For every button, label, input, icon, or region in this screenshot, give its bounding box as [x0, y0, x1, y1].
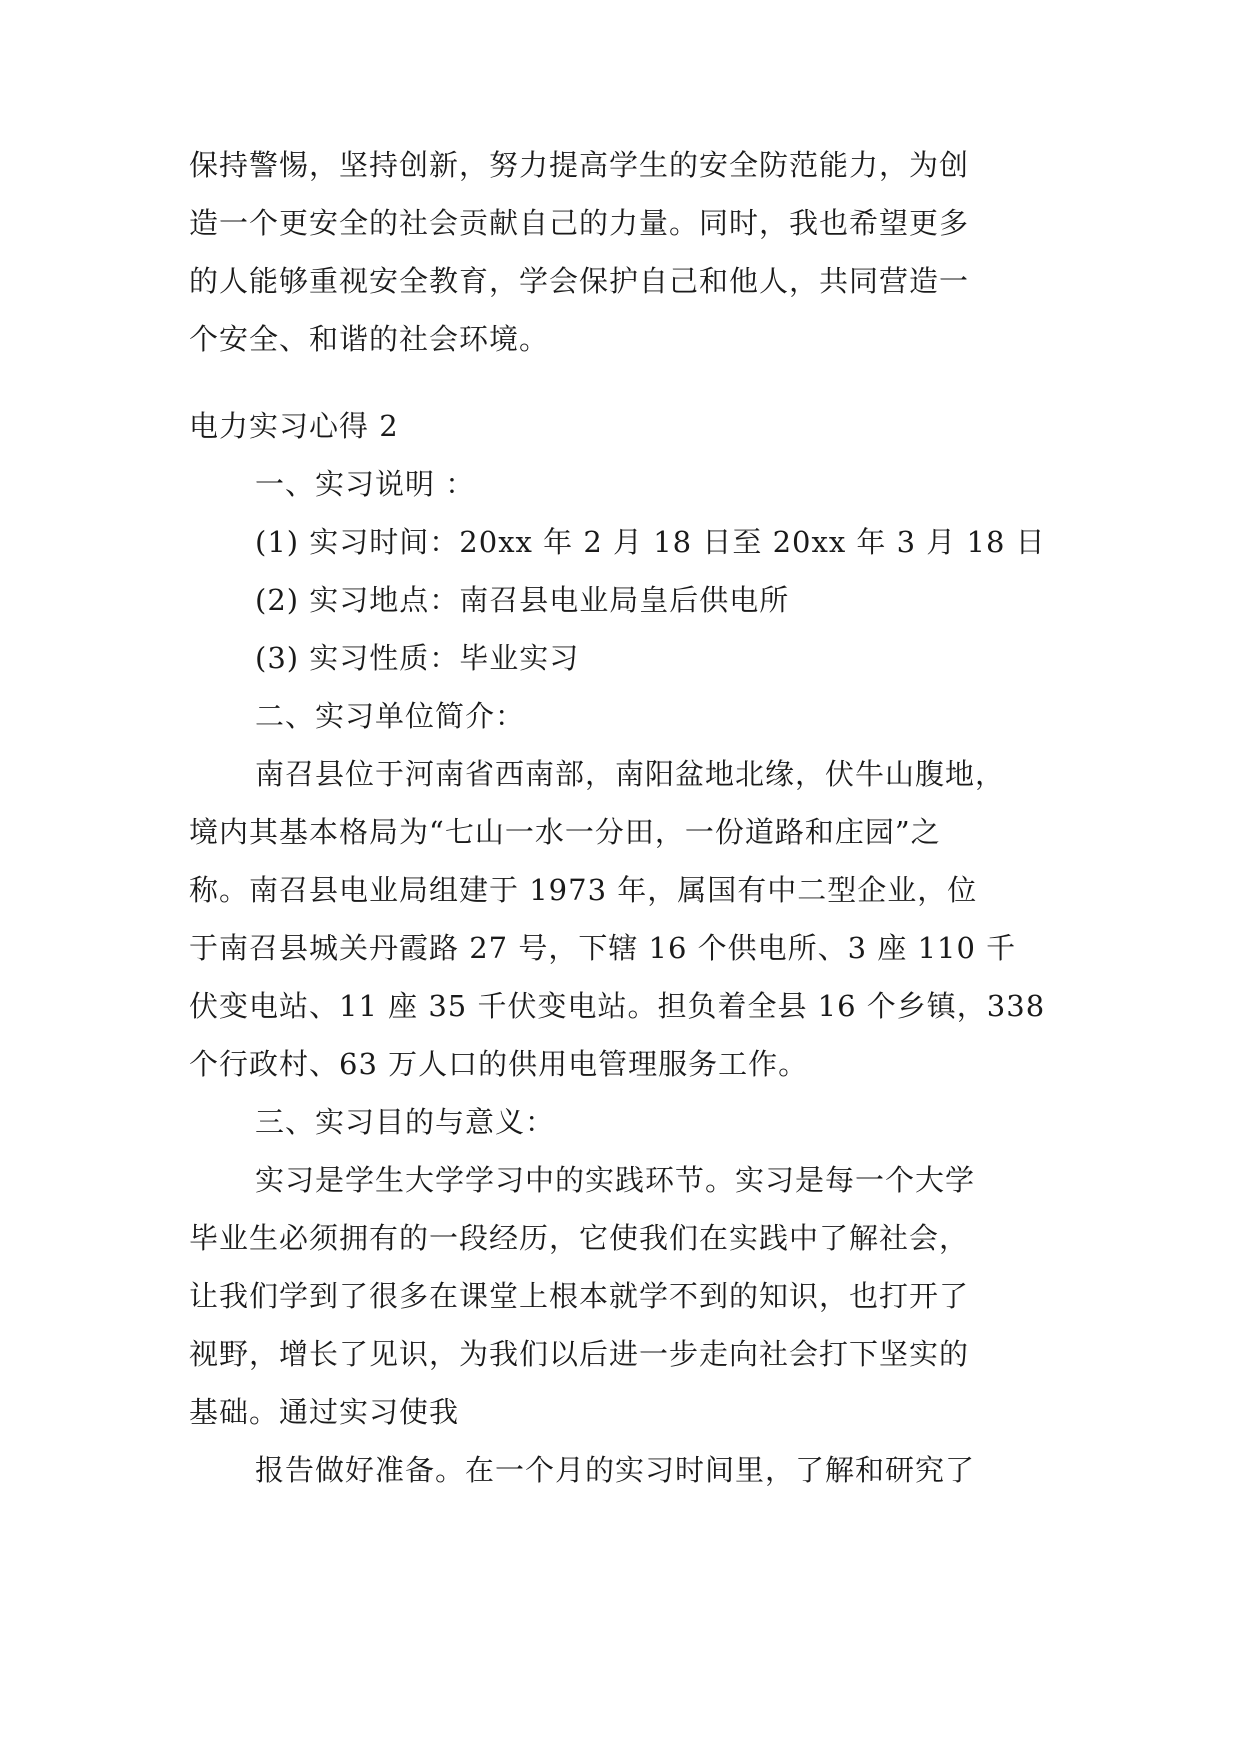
intro-line: 境内其基本格局为“七山一水一分田，一份道路和庄园”之: [189, 815, 941, 849]
text-line: 保持警惕，坚持创新，努力提高学生的安全防范能力，为创: [189, 148, 970, 182]
purpose-line: 让我们学到了很多在课堂上根本就学不到的知识，也打开了: [189, 1279, 970, 1313]
text-line: 个安全、和谐的社会环境。: [189, 322, 550, 356]
heading-purpose: 三、实习目的与意义：: [255, 1105, 556, 1139]
heading-internship-description: 一、实习说明 ：: [255, 467, 476, 501]
heading-unit-intro: 二、实习单位简介：: [255, 699, 526, 733]
purpose-line: 视野，增长了见识，为我们以后进一步走向社会打下坚实的: [189, 1337, 970, 1371]
intro-line: 称。南召县电业局组建于 1973 年，属国有中二型企业，位: [189, 873, 978, 907]
intro-line: 于南召县城关丹霞路 27 号，下辖 16 个供电所、3 座 110 千: [189, 931, 1017, 965]
intro-line: 伏变电站、11 座 35 千伏变电站。担负着全县 16 个乡镇，338: [189, 989, 1046, 1023]
text-line: 造一个更安全的社会贡献自己的力量。同时，我也希望更多: [189, 206, 970, 240]
purpose-line: 实习是学生大学学习中的实践环节。实习是每一个大学: [255, 1163, 976, 1197]
document-body: [189, 455, 1051, 1499]
list-item-location: (2) 实习地点：南召县电业局皇后供电所: [255, 583, 790, 617]
list-item-time: (1) 实习时间：20xx 年 2 月 18 日至 20xx 年 3 月 18 日: [255, 525, 1046, 559]
purpose-line: 毕业生必须拥有的一段经历，它使我们在实践中了解社会，: [189, 1221, 970, 1255]
intro-line: 个行政村、63 万人口的供用电管理服务工作。: [189, 1047, 809, 1081]
text-line: 的人能够重视安全教育，学会保护自己和他人，共同营造一: [189, 264, 970, 298]
purpose-line: 基础。通过实习使我: [189, 1395, 460, 1429]
section-title: 电力实习心得 2: [189, 409, 399, 443]
intro-line: 南召县位于河南省西南部，南阳盆地北缘，伏牛山腹地，: [255, 757, 1006, 791]
report-line: 报告做好准备。在一个月的实习时间里，了解和研究了: [255, 1453, 976, 1487]
continuation-paragraph: [189, 136, 1051, 368]
list-item-nature: (3) 实习性质：毕业实习: [255, 641, 580, 675]
